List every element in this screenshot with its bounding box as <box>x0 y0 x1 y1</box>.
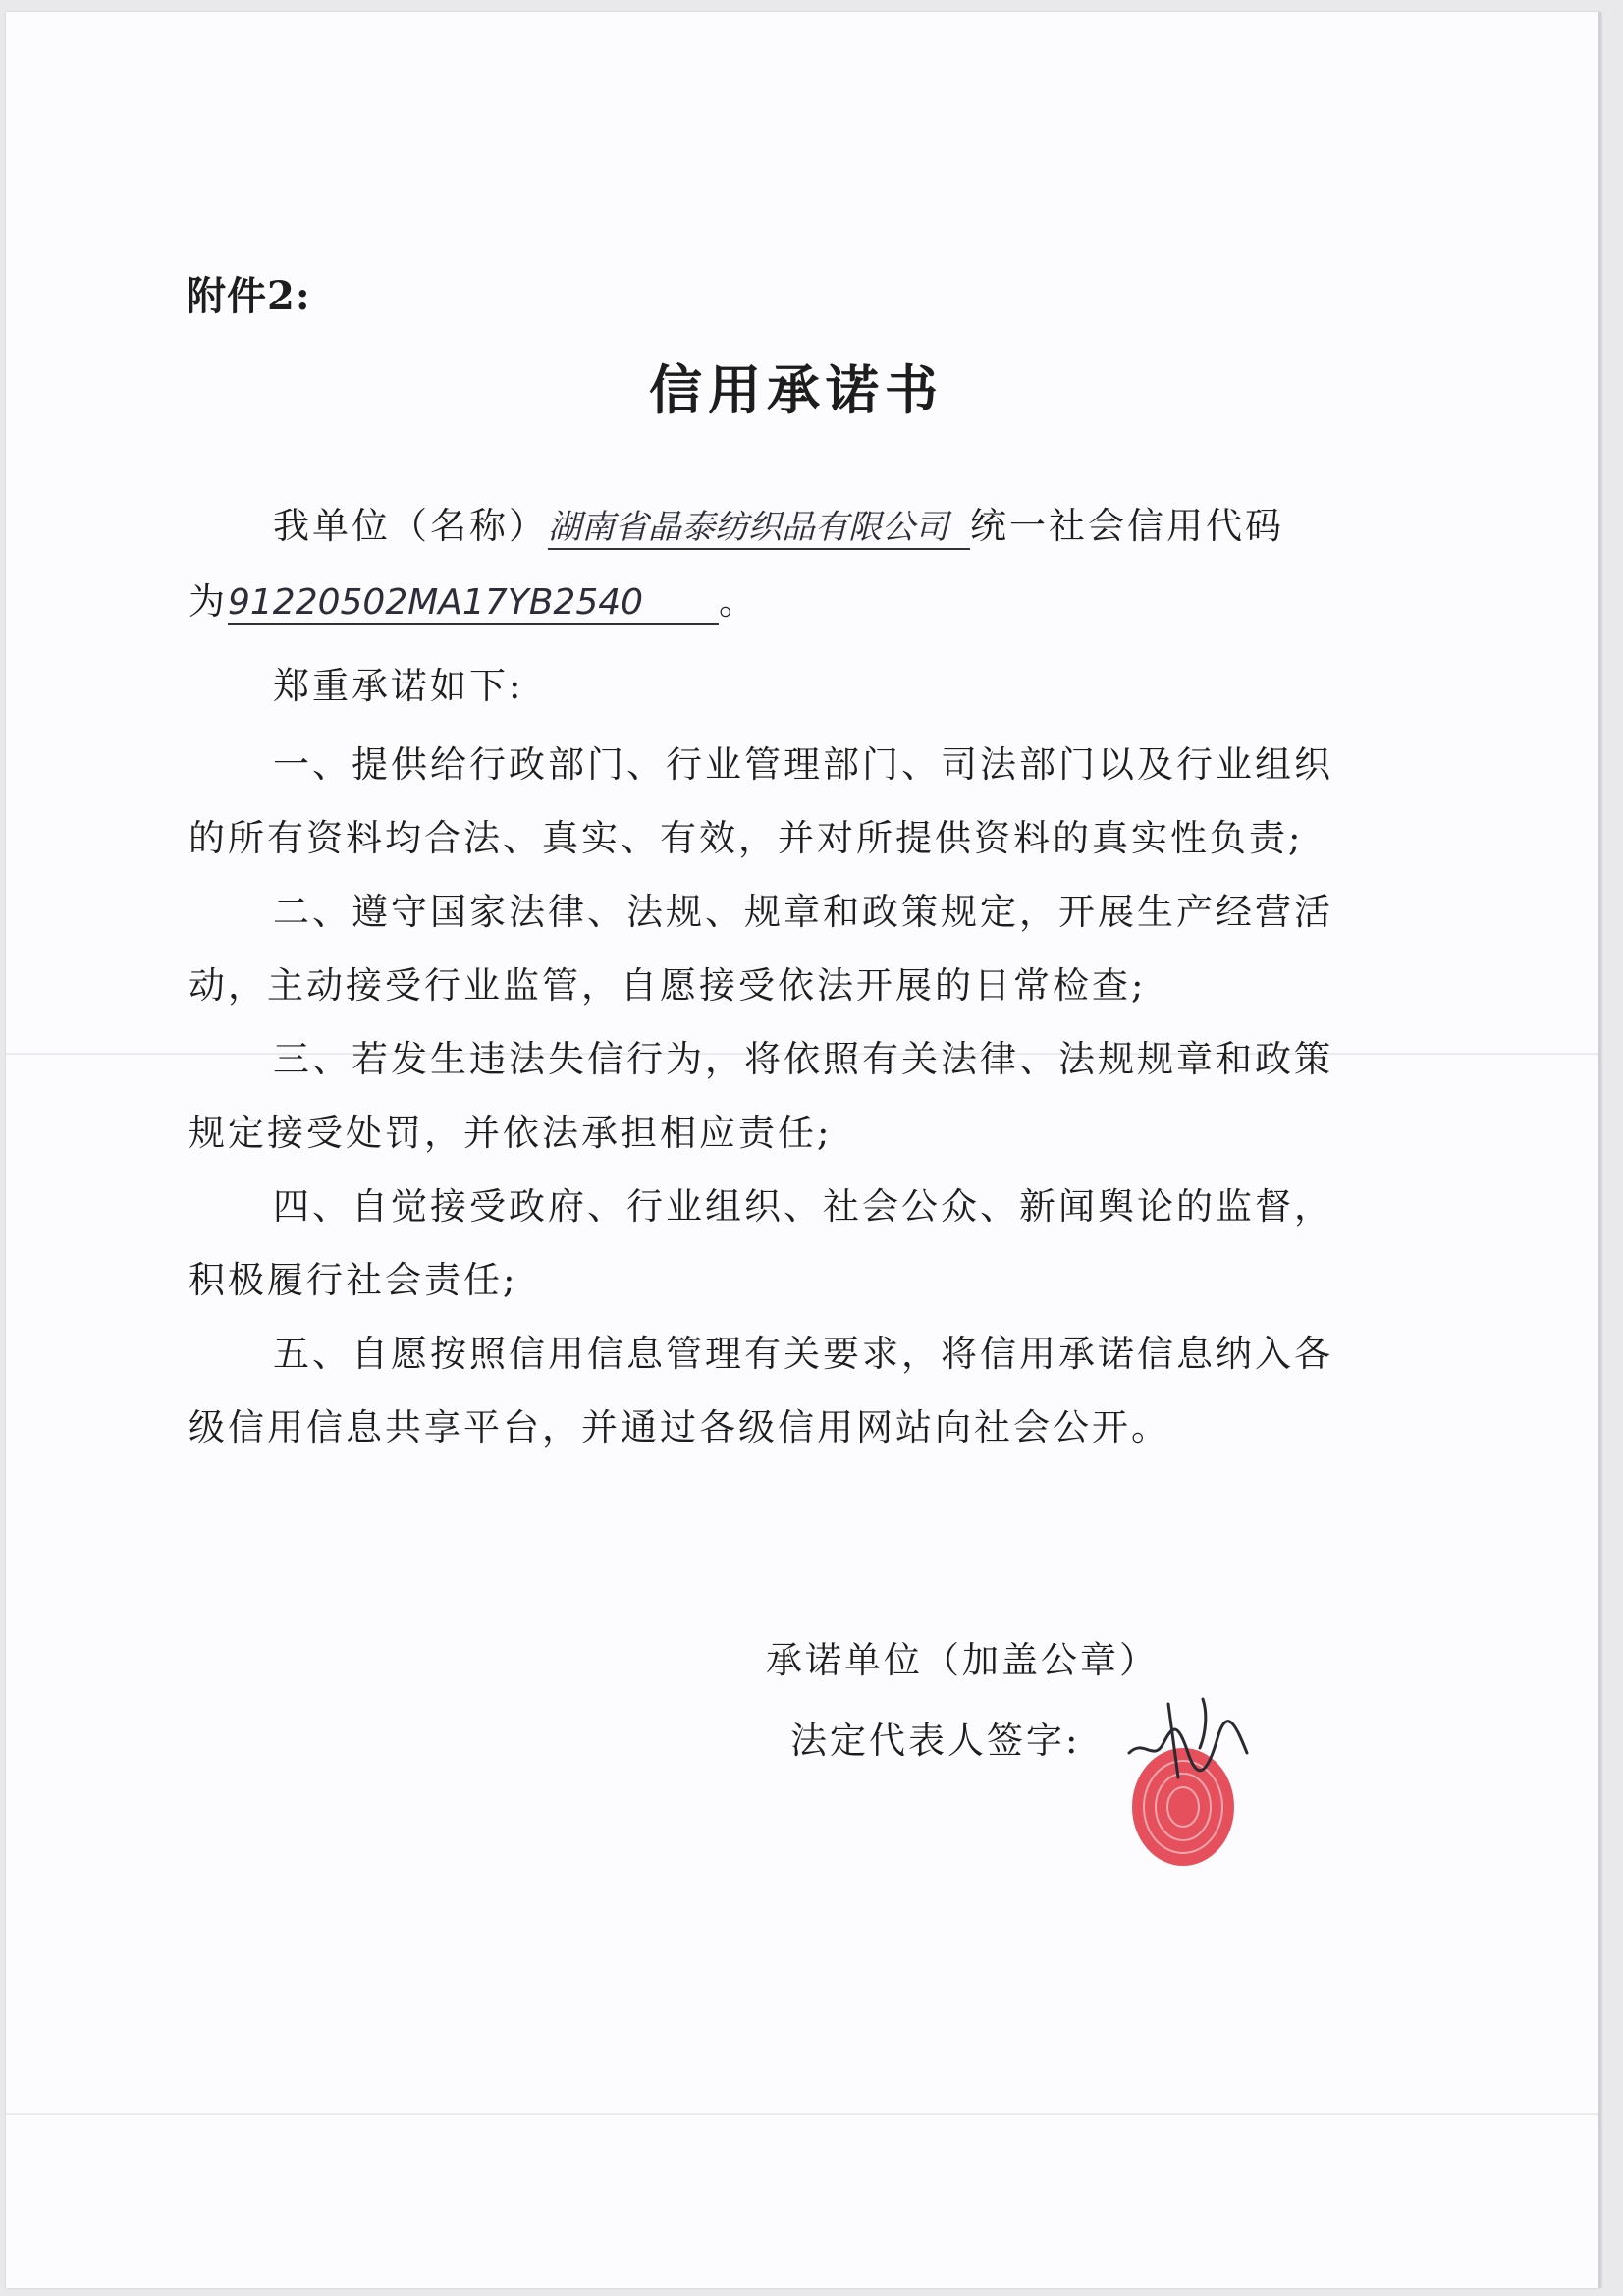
intro-line-2 <box>189 572 758 625</box>
pledge-unit-label: 承诺单位（加盖公章） <box>766 1639 1159 1681</box>
item-5-line-1: 五、自愿按照信用信息管理有关要求，将信用承诺信息纳入各 <box>273 1333 1333 1375</box>
annex-label: 附件2: <box>187 273 311 319</box>
item-4-line-1: 四、自觉接受政府、行业组织、社会公众、新闻舆论的监督， <box>273 1185 1333 1228</box>
credit-code: 91220502MA17YB2540 <box>228 582 719 625</box>
fold-line <box>6 2113 1598 2115</box>
document-title: 信用承诺书 <box>649 358 944 421</box>
item-5-line-2: 级信用信息共享平台，并通过各级信用网站向社会公开。 <box>189 1406 1170 1449</box>
intro-line-1 <box>273 496 1284 550</box>
item-1-line-2: 的所有资料均合法、真实、有效，并对所提供资料的真实性负责; <box>189 817 1304 859</box>
item-3-line-1: 三、若发生违法失信行为，将依照有关法律、法规规章和政策 <box>273 1038 1333 1080</box>
company-name: 湖南省晶泰纺织品有限公司 <box>548 500 970 550</box>
pledge-heading: 郑重承诺如下: <box>273 665 524 707</box>
item-1-line-1: 一、提供给行政部门、行业管理部门、司法部门以及行业组织 <box>273 743 1333 786</box>
item-2-line-2: 动，主动接受行业监管，自愿接受依法开展的日常检查; <box>189 964 1147 1007</box>
code-label: 统一社会信用代码 <box>970 505 1284 547</box>
item-3-line-2: 规定接受处罚，并依法承担相应责任; <box>189 1112 833 1154</box>
code-suffix: 。 <box>719 580 758 623</box>
item-4-line-2: 积极履行社会责任; <box>189 1259 518 1301</box>
legal-rep-label: 法定代表人签字: <box>790 1720 1081 1762</box>
intro-prefix: 我单位（名称） <box>273 505 548 547</box>
handwritten-signature <box>1109 1684 1267 1792</box>
code-prefix: 为 <box>189 580 228 623</box>
item-2-line-1: 二、遵守国家法律、法规、规章和政策规定，开展生产经营活 <box>273 891 1333 933</box>
